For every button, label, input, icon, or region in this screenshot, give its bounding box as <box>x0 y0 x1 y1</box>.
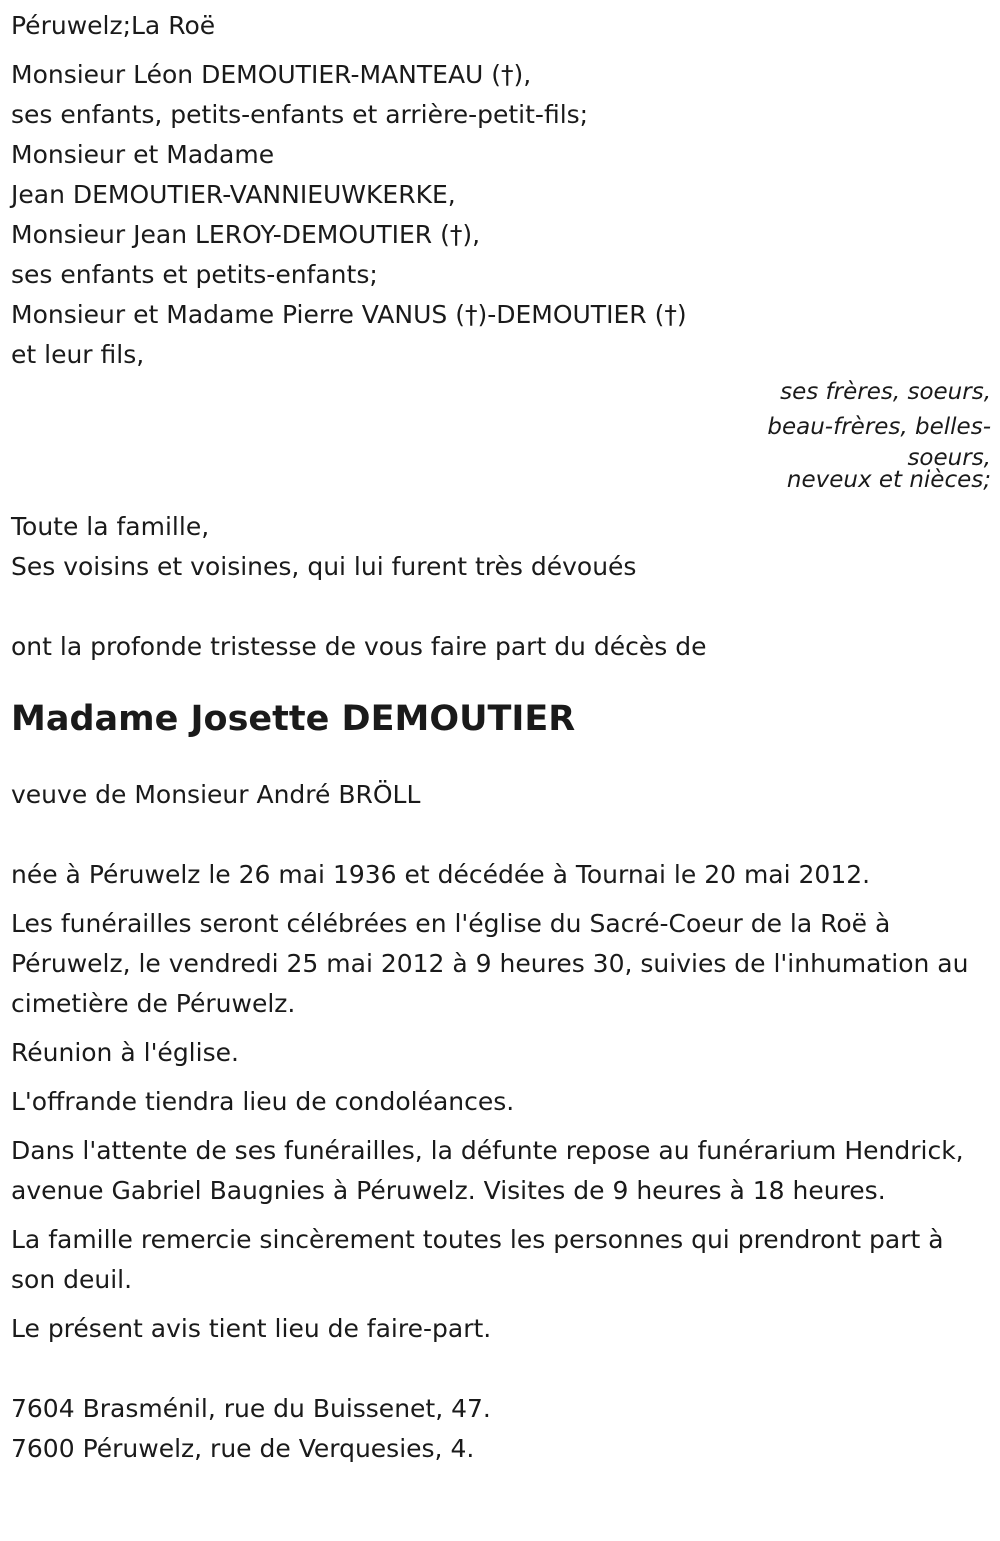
relations-line: neveux et nièces; <box>786 467 991 493</box>
place-header: Péruwelz;La Roë <box>11 11 216 40</box>
spacer <box>11 587 991 627</box>
birth-death-text: née à Péruwelz le 26 mai 1936 et décédée à Tournai le 20 mai 2012. <box>11 860 871 889</box>
obituary-notice <box>11 6 991 1469</box>
family-line: Monsieur et Madame <box>11 140 275 169</box>
spacer <box>11 491 991 507</box>
family-line: Monsieur Léon DEMOUTIER-MANTEAU (†), <box>11 60 532 89</box>
family-others-line: Ses voisins et voisines, qui lui furent très dévoués <box>11 552 637 581</box>
family-relations <box>11 377 991 491</box>
deceased-name: Madame Josette DEMOUTIER <box>11 699 576 739</box>
visitation-text: Dans l'attente de ses funérailles, la défunte repose au funérarium Hendrick, avenue Gabriel Baugnies à Péruwelz. Visites de 9 heures à 18 heures. <box>11 1136 964 1205</box>
family-line: ses enfants et petits-enfants; <box>11 260 378 289</box>
notice-text: Le présent avis tient lieu de faire-part. <box>11 1314 492 1343</box>
announcement-text: ont la profonde tristesse de vous faire part du décès de <box>11 632 707 661</box>
relations-line: soeurs, <box>907 445 991 471</box>
thanks-text: La famille remercie sincèrement toutes les personnes qui prendront part à son deuil. <box>11 1225 944 1294</box>
address-line: 7604 Brasménil, rue du Buissenet, 47. <box>11 1394 491 1423</box>
spacer <box>11 1349 991 1389</box>
family-line: ses enfants, petits-enfants et arrière-petit-fils; <box>11 100 589 129</box>
relations-line: beau-frères, belles- <box>767 414 991 440</box>
meeting-text: Réunion à l'église. <box>11 1038 239 1067</box>
funeral-text: Les funérailles seront célébrées en l'église du Sacré-Coeur de la Roë à Péruwelz, le vendredi 25 mai 2012 à 9 heures 30, suivies de l'inhumation au cimetière de Péruwelz. <box>11 909 969 1018</box>
spacer <box>11 815 991 855</box>
family-list <box>11 55 991 375</box>
spacer <box>11 46 991 55</box>
relations-line: ses frères, soeurs, <box>780 379 991 405</box>
family-line: Monsieur Jean LEROY-DEMOUTIER (†), <box>11 220 481 249</box>
family-line: et leur fils, <box>11 340 145 369</box>
family-line: Monsieur et Madame Pierre VANUS (†)-DEMOUTIER (†) <box>11 300 687 329</box>
offering-text: L'offrande tiendra lieu de condoléances. <box>11 1087 515 1116</box>
family-line: Jean DEMOUTIER-VANNIEUWKERKE, <box>11 180 456 209</box>
family-others-line: Toute la famille, <box>11 512 210 541</box>
widow-of: veuve de Monsieur André BRÖLL <box>11 780 421 809</box>
address-line: 7600 Péruwelz, rue de Verquesies, 4. <box>11 1434 475 1463</box>
